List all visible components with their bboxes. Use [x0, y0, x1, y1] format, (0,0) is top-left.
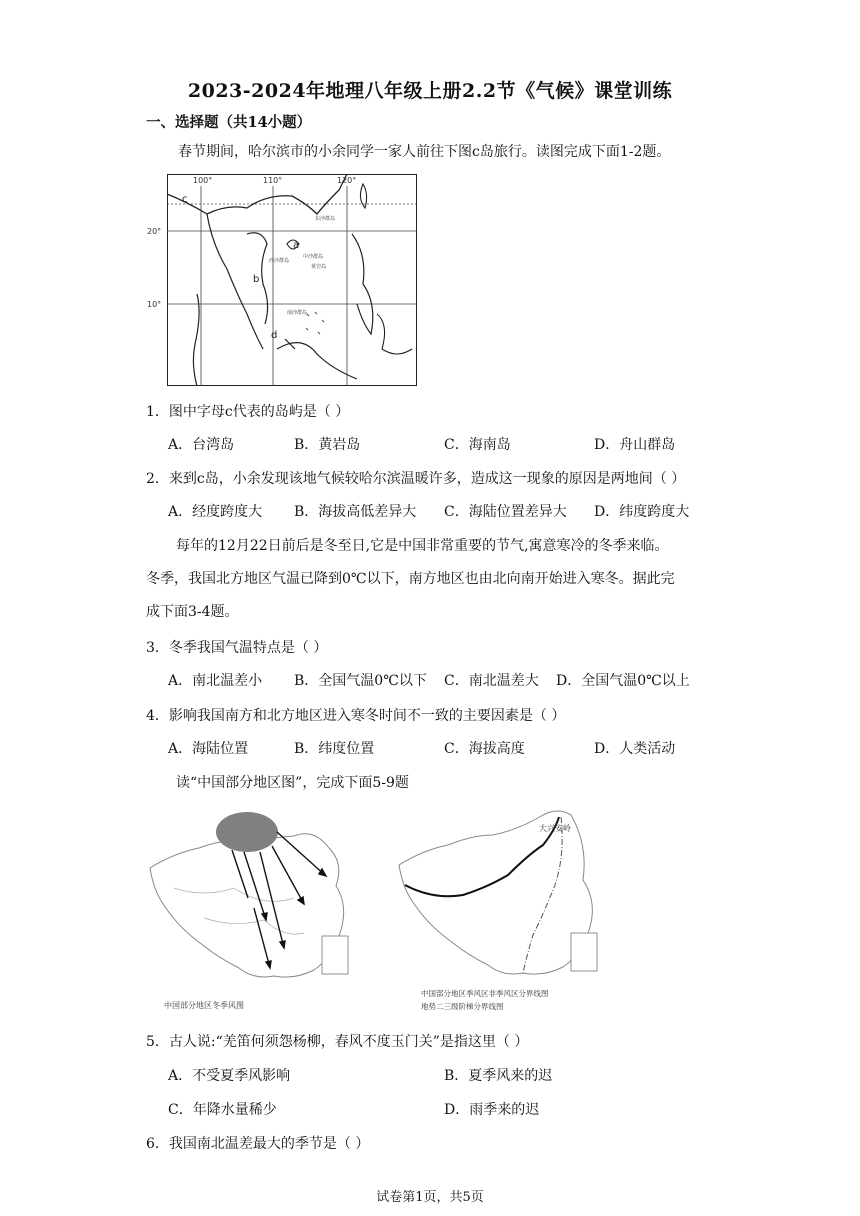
- q2-option-a[interactable]: A．经度跨度大: [168, 504, 263, 520]
- question-1: 1．图中字母c代表的岛屿是（ ）: [146, 404, 350, 420]
- q1-option-b[interactable]: B．黄岩岛: [294, 437, 361, 453]
- lon-label: 110°: [263, 176, 283, 185]
- letter-d: d: [271, 330, 278, 341]
- intro-2-line-3: 成下面3-4题。: [146, 604, 239, 620]
- q1-option-a[interactable]: A．台湾岛: [168, 437, 235, 453]
- q4-option-d[interactable]: D．人类活动: [594, 741, 676, 757]
- page-title: 2023-2024年地理八年级上册2.2节《气候》课堂训练: [187, 80, 673, 102]
- place-label: 中沙群岛: [303, 254, 324, 260]
- q4-option-c[interactable]: C．海拔高度: [444, 741, 525, 757]
- q2-option-b[interactable]: B．海拔高低差异大: [294, 504, 417, 520]
- place-label: 黄岩岛: [311, 264, 327, 270]
- q4-option-b[interactable]: B．纬度位置: [294, 741, 375, 757]
- question-6: 6．我国南北温差最大的季节是（ ）: [146, 1136, 370, 1152]
- q3-option-c[interactable]: C．南北温差大: [444, 673, 539, 689]
- question-2: 2．来到c岛，小余发现该地气候较哈尔滨温暖许多，造成这一现象的原因是两地间（ ）: [146, 471, 686, 487]
- q5-option-d[interactable]: D．雨季来的迟: [444, 1102, 540, 1118]
- intro-2-line-1: 每年的12月22日前后是冬至日,它是中国非常重要的节气,寓意寒冷的冬季来临。: [176, 538, 669, 554]
- q1-option-c[interactable]: C．海南岛: [444, 437, 511, 453]
- intro-3: 读“中国部分地区图”，完成下面5-9题: [176, 775, 409, 791]
- question-3: 3．冬季我国气温特点是（ ）: [146, 640, 328, 656]
- q5-option-a[interactable]: A．不受夏季风影响: [168, 1068, 291, 1084]
- q4-option-a[interactable]: A．海陆位置: [168, 741, 249, 757]
- q5-option-b[interactable]: B．夏季风来的迟: [444, 1068, 553, 1084]
- letter-b: b: [253, 274, 260, 285]
- q5-option-c[interactable]: C．年降水量稀少: [168, 1102, 277, 1118]
- intro-2-line-2: 冬季，我国北方地区气温已降到0℃以下，南方地区也由北向南开始进入寒冬。据此完: [146, 571, 675, 587]
- winter-monsoon-map: [144, 808, 366, 1018]
- lat-label: 10°: [147, 300, 162, 309]
- place-label: 东沙群岛: [315, 216, 336, 222]
- q2-option-c[interactable]: C．海陆位置差异大: [444, 504, 567, 520]
- monsoon-boundary-map: [393, 805, 615, 1015]
- question-4: 4．影响我国南方和北方地区进入寒冬时间不一致的主要因素是（ ）: [146, 708, 566, 724]
- section-heading: 一、选择题（共14小题）: [146, 114, 312, 131]
- south-china-sea-map: [147, 174, 417, 386]
- q2-option-d[interactable]: D．纬度跨度大: [594, 504, 690, 520]
- page-footer: 试卷第1页，共5页: [376, 1190, 484, 1205]
- intro-1: 春节期间，哈尔滨市的小余同学一家人前往下图c岛旅行。读图完成下面1-2题。: [178, 144, 671, 160]
- question-5: 5．古人说:“羌笛何须怨杨柳，春风不度玉门关”是指这里（ ）: [146, 1034, 529, 1050]
- map3-caption-line-1: 中国部分地区季风区非季风区分界线图: [421, 989, 549, 998]
- lon-label: 120°: [337, 176, 357, 185]
- q3-option-d[interactable]: D．全国气温0℃以上: [556, 673, 690, 689]
- letter-a: a: [293, 240, 300, 251]
- lat-label: 20°: [147, 227, 162, 236]
- map3-label: 大兴安岭: [539, 824, 571, 833]
- lon-label: 100°: [193, 176, 213, 185]
- map2-caption: 中国部分地区冬季风图: [164, 1001, 244, 1010]
- map3-caption-line-2: 地势二三级阶梯分界线图: [421, 1002, 504, 1011]
- q1-option-d[interactable]: D．舟山群岛: [594, 437, 676, 453]
- q3-option-b[interactable]: B．全国气温0℃以下: [294, 673, 427, 689]
- place-label: 南沙群岛: [287, 310, 308, 316]
- place-label: 西沙群岛: [269, 258, 290, 264]
- q3-option-a[interactable]: A．南北温差小: [168, 673, 263, 689]
- letter-c: c: [182, 194, 188, 205]
